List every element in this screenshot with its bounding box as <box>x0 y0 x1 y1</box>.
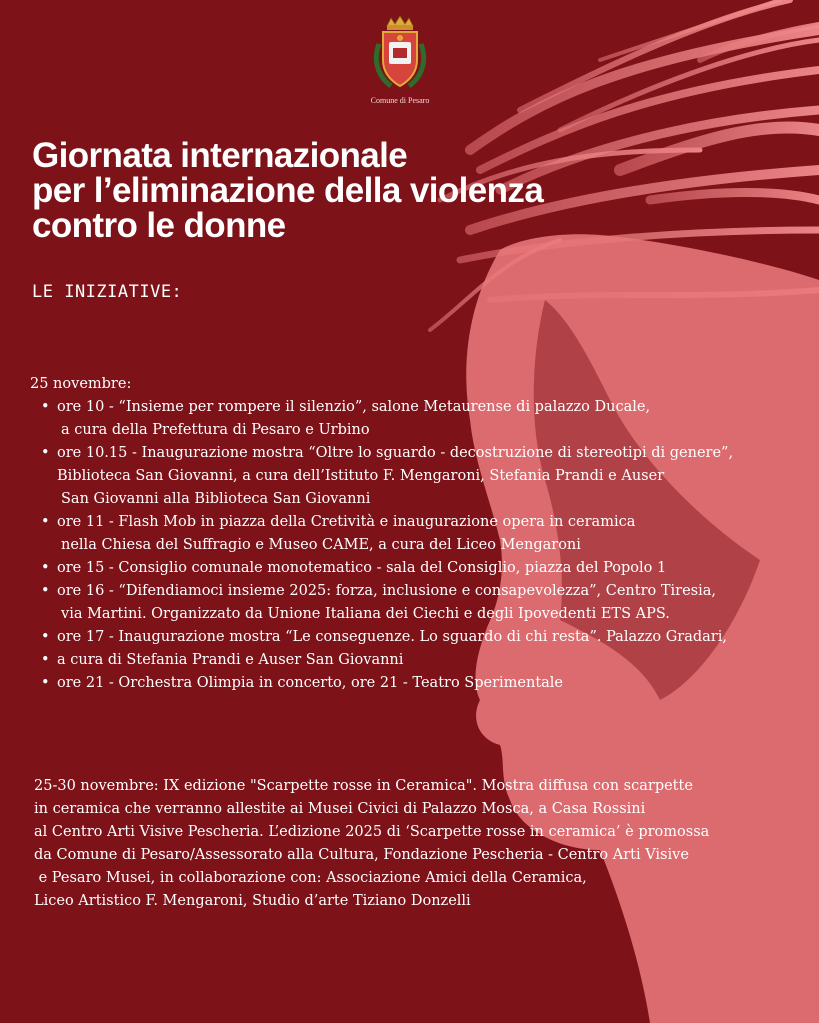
paragraph-line: e Pesaro Musei, in collaborazione con: Associazione Amici della Ceramica, <box>34 870 587 886</box>
day-heading: 25 novembre: <box>30 376 132 392</box>
list-item <box>30 557 733 580</box>
bullet-icon: • <box>41 399 50 415</box>
event-line: ore 11 - Flash Mob in piazza della Cretività e inaugurazione opera in ceramica <box>57 514 636 530</box>
bullet-icon: • <box>41 583 50 599</box>
list-item <box>30 580 733 626</box>
paragraph-line: Liceo Artistico F. Mengaroni, Studio d’arte Tiziano Donzelli <box>34 893 471 909</box>
pesaro-crest-logo <box>362 14 438 110</box>
bullet-icon: • <box>41 629 50 645</box>
list-item <box>30 511 733 557</box>
bullet-icon: • <box>41 445 50 461</box>
crest-caption: Comune di Pesaro <box>370 96 430 105</box>
bullet-icon: • <box>41 675 50 691</box>
list-item <box>30 649 733 672</box>
event-line: Biblioteca San Giovanni, a cura dell’Istituto F. Mengaroni, Stefania Prandi e Auser <box>57 468 665 484</box>
paragraph-line: al Centro Arti Visive Pescheria. L’edizione 2025 di ‘Scarpette rosse in ceramica’ è promossa <box>34 824 710 840</box>
section-subtitle: LE INIZIATIVE: <box>32 282 183 302</box>
exhibition-paragraph <box>34 775 709 913</box>
bullet-icon: • <box>41 652 50 668</box>
title-line: contro le donne <box>32 206 286 245</box>
event-line: ore 16 - “Difendiamoci insieme 2025: forza, inclusione e consapevolezza”, Centro Tiresia, <box>57 583 716 599</box>
paragraph-line: 25-30 novembre: IX edizione "Scarpette rosse in Ceramica". Mostra diffusa con scarpette <box>34 778 693 794</box>
title-line: per l’eliminazione della violenza <box>32 171 544 210</box>
event-line: a cura di Stefania Prandi e Auser San Giovanni <box>57 652 404 668</box>
event-line: nella Chiesa del Suffragio e Museo CAME, a cura del Liceo Mengaroni <box>61 537 581 553</box>
event-line: ore 17 - Inaugurazione mostra “Le conseguenze. Lo sguardo di chi resta”. Palazzo Gradari, <box>57 629 727 645</box>
event-line: a cura della Prefettura di Pesaro e Urbino <box>61 422 370 438</box>
list-item <box>30 396 733 442</box>
title-line: Giornata internazionale <box>32 136 408 175</box>
event-line: ore 10.15 - Inaugurazione mostra “Oltre lo sguardo - decostruzione di stereotipi di genere”, <box>57 445 734 461</box>
list-item <box>30 442 733 511</box>
bullet-icon: • <box>41 514 50 530</box>
event-line: San Giovanni alla Biblioteca San Giovanni <box>61 491 371 507</box>
event-line: via Martini. Organizzato da Unione Italiana dei Ciechi e degli Ipovedenti ETS APS. <box>61 606 670 622</box>
list-item <box>30 672 733 695</box>
event-line: ore 21 - Orchestra Olimpia in concerto, ore 21 - Teatro Sperimentale <box>57 675 564 691</box>
crest-icon <box>369 14 431 94</box>
event-line: ore 10 - “Insieme per rompere il silenzio”, salone Metaurense di palazzo Ducale, <box>57 399 651 415</box>
bullet-icon: • <box>41 560 50 576</box>
event-line: ore 15 - Consiglio comunale monotematico - sala del Consiglio, piazza del Popolo 1 <box>57 560 667 576</box>
events-list <box>30 396 733 695</box>
list-item <box>30 626 733 649</box>
page-title <box>32 138 732 243</box>
events-section <box>30 373 733 695</box>
paragraph-line: in ceramica che verranno allestite ai Musei Civici di Palazzo Mosca, a Casa Rossini <box>34 801 646 817</box>
paragraph-line: da Comune di Pesaro/Assessorato alla Cultura, Fondazione Pescheria - Centro Arti Visive <box>34 847 689 863</box>
